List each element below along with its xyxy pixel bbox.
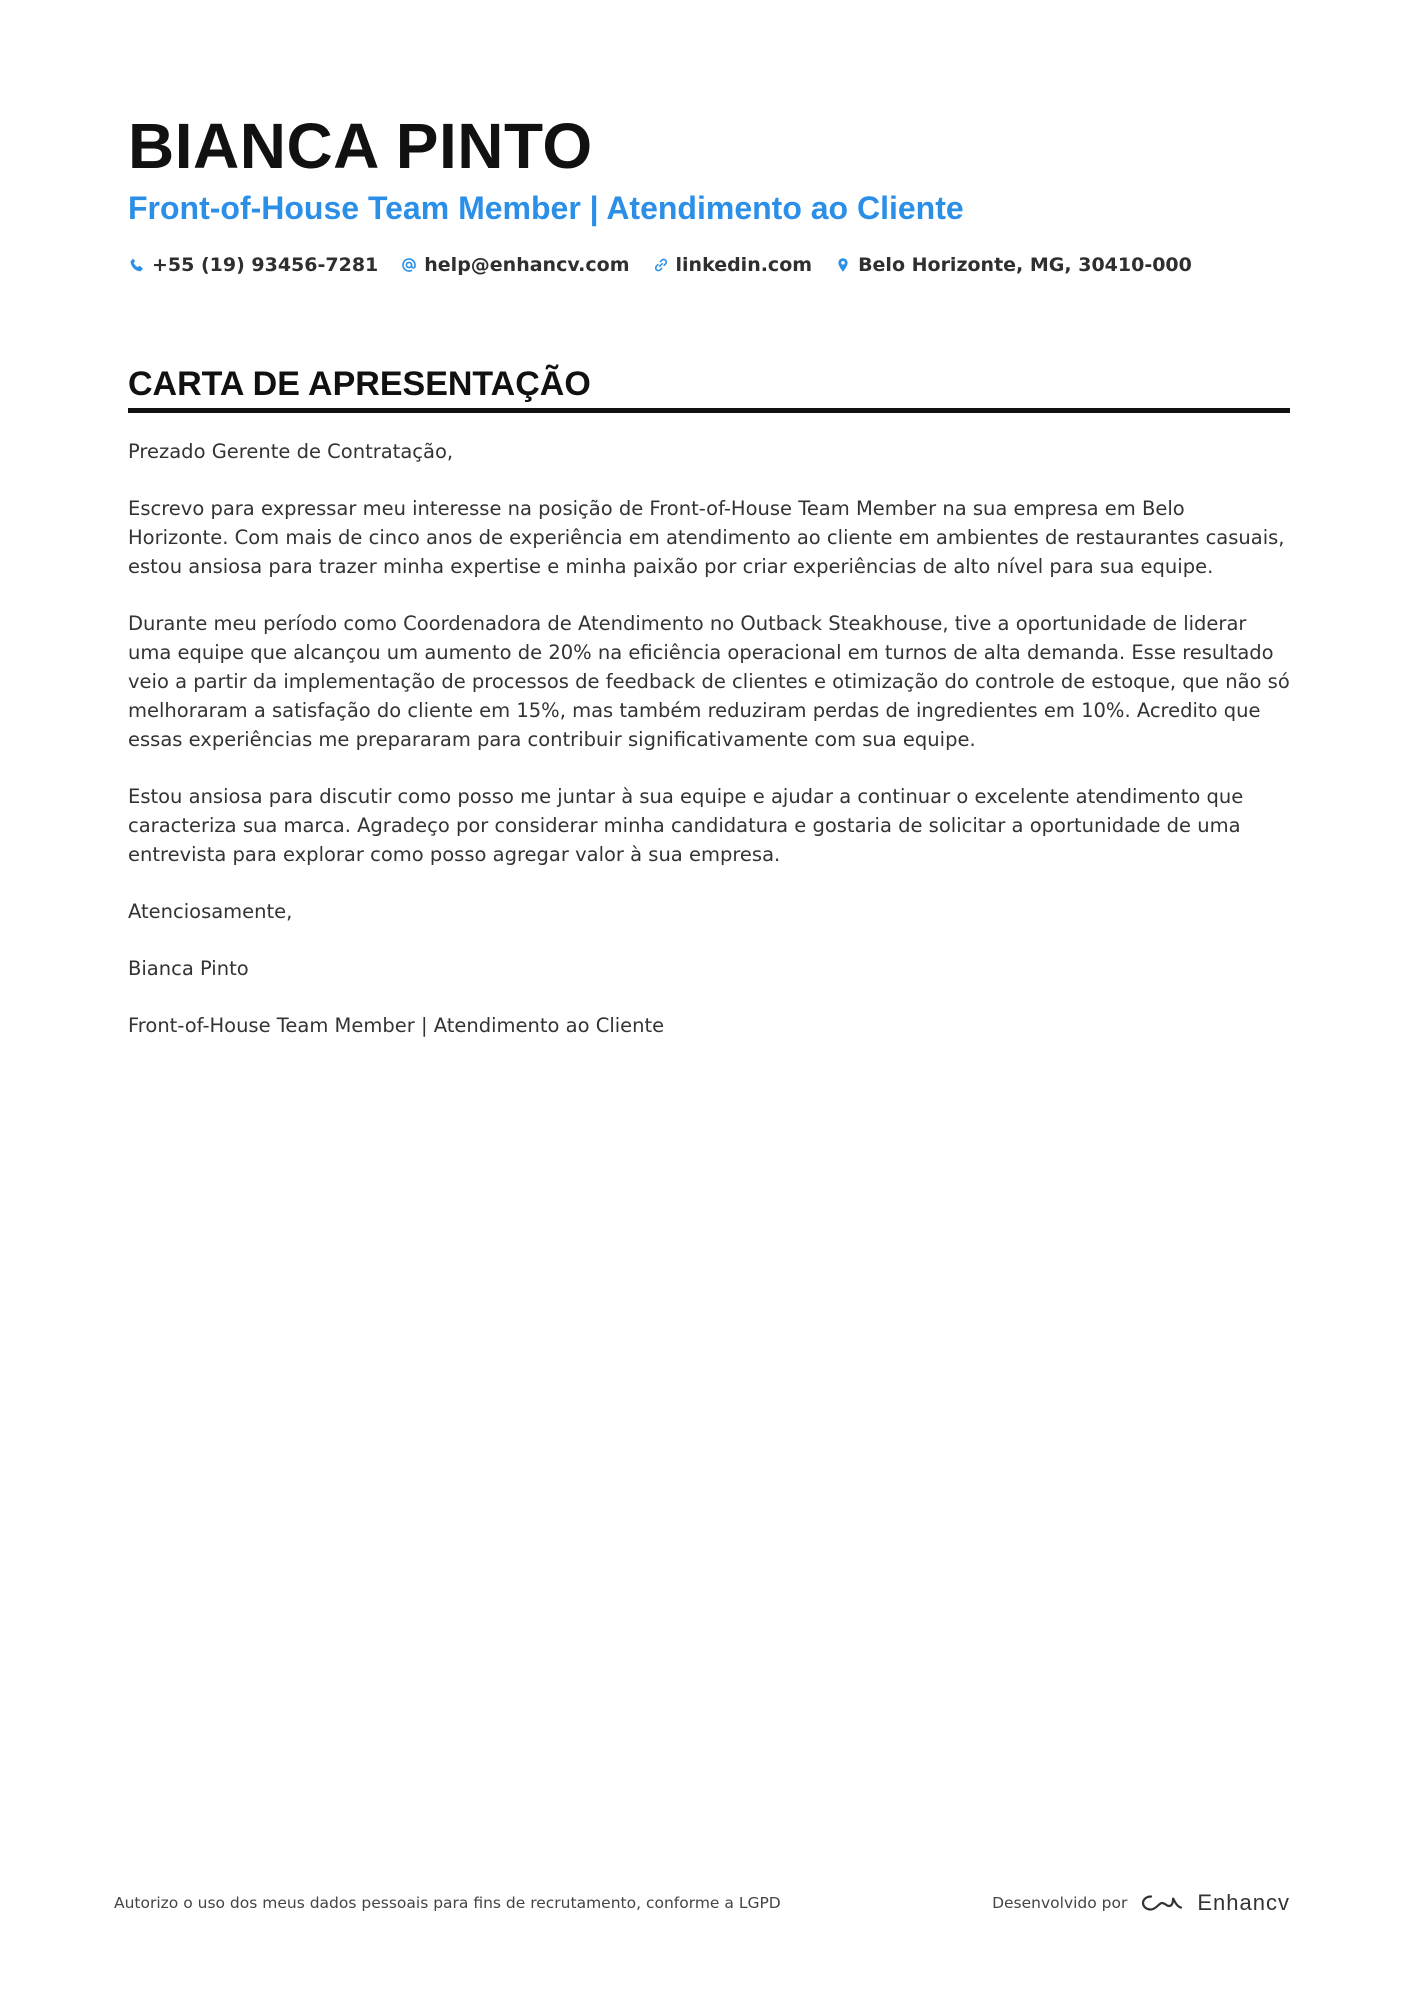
powered-by-label: Desenvolvido por xyxy=(992,1894,1128,1912)
candidate-name: BIANCA PINTO xyxy=(128,110,593,182)
letter-body xyxy=(128,437,1290,1040)
contact-phone xyxy=(128,254,378,276)
signature-title: Front-of-House Team Member | Atendimento ao Cliente xyxy=(128,1014,665,1037)
section-title: CARTA DE APRESENTAÇÃO xyxy=(128,364,1290,413)
letter-closing: Atenciosamente, xyxy=(128,900,293,923)
linkedin-text[interactable]: linkedin.com xyxy=(675,254,813,276)
brand-name: Enhancv xyxy=(1197,1890,1290,1915)
location-text: Belo Horizonte, MG, 30410-000 xyxy=(858,254,1192,276)
contact-linkedin[interactable] xyxy=(652,254,813,276)
phone-text: +55 (19) 93456-7281 xyxy=(152,254,379,276)
letter-paragraph-2: Durante meu período como Coordenadora de Atendimento no Outback Steakhouse, tive a oportunidade de liderar uma equipe que alcançou um aumento de 20% na eficiência operacional em turnos de alta demanda. Esse resultado veio a partir da implementação de processos de feedback de clientes e otimização do controle de estoque, que não só melhoraram a satisfação do cliente em 15%, mas também reduziram perdas de ingredientes em 10%. Acredito que essas experiências me prepararam para contribuir significativamente com sua equipe. xyxy=(128,612,1290,751)
signature-name: Bianca Pinto xyxy=(128,957,249,980)
contact-email[interactable] xyxy=(400,254,629,276)
contact-bar xyxy=(128,254,1290,276)
contact-location xyxy=(834,254,1192,276)
letter-paragraph-3: Estou ansiosa para discutir como posso me juntar à sua equipe e ajudar a continuar o excelente atendimento que caracteriza sua marca. Agradeço por considerar minha candidatura e gostaria de solicitar a oportunidade de uma entrevista para explorar como posso agregar valor à sua empresa. xyxy=(128,785,1244,866)
at-icon xyxy=(400,256,418,274)
letter-salutation: Prezado Gerente de Contratação, xyxy=(128,440,454,463)
candidate-headline: Front-of-House Team Member | Atendimento ao Cliente xyxy=(128,190,964,226)
enhancv-logo-icon xyxy=(1139,1891,1185,1915)
consent-notice: Autorizo o uso dos meus dados pessoais para fins de recrutamento, conforme a LGPD xyxy=(114,1894,781,1912)
email-text[interactable]: help@enhancv.com xyxy=(424,254,630,276)
link-icon xyxy=(652,256,670,274)
page-footer xyxy=(114,1890,1290,1916)
location-pin-icon xyxy=(834,256,852,274)
letter-paragraph-1: Escrevo para expressar meu interesse na posição de Front-of-House Team Member na sua empresa em Belo Horizonte. Com mais de cinco anos de experiência em atendimento ao cliente em ambientes de restaurantes casuais, estou ansiosa para trazer minha expertise e minha paixão por criar experiências de alto nível para sua equipe. xyxy=(128,497,1285,578)
phone-icon xyxy=(128,256,146,274)
cover-letter-page xyxy=(128,110,1290,1068)
powered-by[interactable] xyxy=(992,1890,1290,1916)
